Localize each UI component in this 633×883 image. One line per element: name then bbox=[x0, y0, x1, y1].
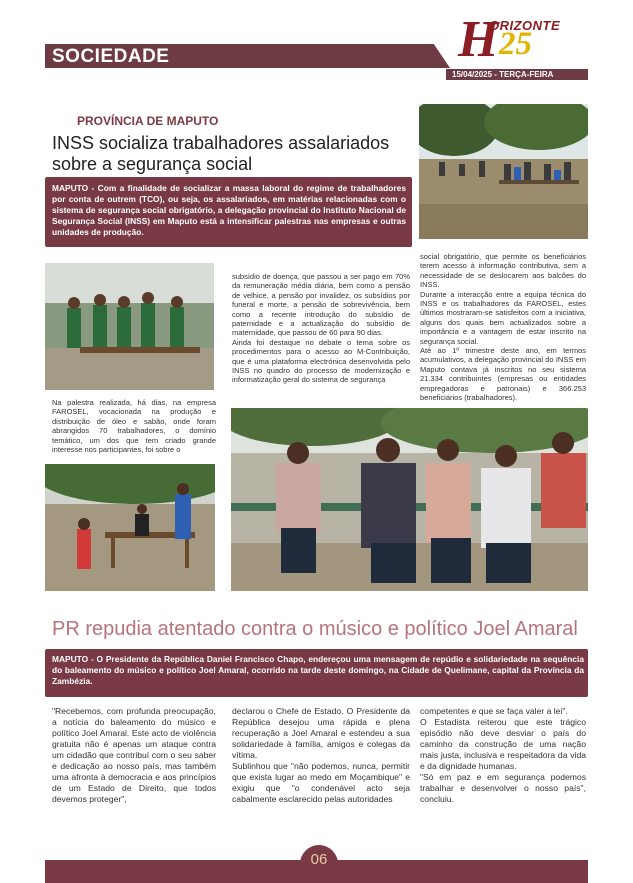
article1-col1: Na palestra realizada, há dias, na empresa FAROSEL, vocacionada na produção e distribuição de óleo e sabão, onde foram abrangidos 70 trabalhadores, o domínio temático, um dos que tem criado grande interesse nos participantes, foi sobre o bbox=[52, 398, 216, 455]
page-number: 06 bbox=[310, 851, 328, 868]
logo-word: ORIZONTE bbox=[489, 18, 561, 33]
photo-outdoor-meeting bbox=[419, 104, 588, 239]
logo-letter: H bbox=[458, 11, 499, 68]
article1-lead: MAPUTO - Com a finalidade de socializar a massa laboral do regime de trabalhadores por conta de outrem (TCO), ou seja, os assalariados, em matérias relacionadas com o sistema de segurança social obrigatório, a delegação provincial do Instituto Nacional de Segurança Social (INSS) em Maputo está a intensificar palestras nas empresas e outras unidades de produção. bbox=[52, 183, 406, 237]
photo-audience bbox=[231, 408, 588, 591]
section-label: SOCIEDADE bbox=[52, 46, 170, 67]
logo-number: 25 bbox=[499, 26, 532, 62]
article2-lead: MAPUTO - O Presidente da República Daniel Francisco Chapo, endereçou uma mensagem de repúdio e solidariedade na sequência do baleamento do músico e político Joel Amaral, ocorrido na tarde deste domingo, na Cidade de Quelimane, capital da Província da Zambézia. bbox=[52, 654, 584, 686]
article2-col2: declarou o Chefe de Estado. O Presidente da República desejou uma rápida e plena recuperação a Joel Amaral e estendeu a sua solidariedade à família, amigos e colegas da vítima. Sublinhou que "não podemos, nunca, permitir que exista lugar ao medo em Moçambique" e exigiu que "o condenável acto seja cabalmente esclarecido pelas autoridades bbox=[232, 706, 410, 804]
article1-col2: subsídio de doença, que passou a ser pago em 70% da remuneração média diária, bem como a pensão de velhice, a pensão por invalidez, os subsídios por funeral e morte, a pensão de sobrevivência, bem como a recente introdução do subsídio de paternidade e a actualização do subsídio de maternidade, que passou de 60 para 90 dias. Ainda foi destaque no debate o tema sobre os procedimentos para o acesso ao M-Contribuição, que é uma plataforma electrónica desenvolvida pelo INSS no quadro do processo de modernização e informatização geral do sistema de segurança bbox=[232, 272, 410, 385]
issue-date: 15/04/2025 - TERÇA-FEIRA bbox=[452, 70, 554, 79]
article2-headline: PR repudia atentado contra o músico e político Joel Amaral bbox=[52, 618, 578, 640]
article1-headline: INSS socializa trabalhadores assalariados sobre a segurança social bbox=[52, 133, 390, 174]
article2-col1: "Recebemos, com profunda preocupação, a notícia do baleamento do músico e político Joel Amaral. Este acto de violência gratuita não é apenas um ataque contra um cidadão que contribuí com o seu saber e dedicação ao nosso país, mas também uma afronta à democracia e aos princípios de um Estado de Direito, que todos devemos proteger", bbox=[52, 706, 216, 804]
article1-col3: social obrigatório, que permite os beneficiários terem acesso à informação contributiva, sem a necessidade de se deslocarem aos balcões do INSS. Durante a interacção entre a equipa técnica do INSS e os trabalhadores da FAROSEL, estes últimos mostraram-se satisfeitos com a iniciativa, alguns dos quais bem actualizados sobre a importância e a vantagem de estar inscrito na segurança social. Até ao 1º trimestre deste ano, em termos acumulativos, a delegação provincial do INSS em Maputo contava já inscritos no seu sistema 21.334 contribuintes (empresas ou entidades empregadoras e patronais) e 366.253 beneficiários (trabalhadores). bbox=[420, 252, 586, 403]
article1-kicker: PROVÍNCIA DE MAPUTO bbox=[77, 114, 219, 128]
article2-col3: competentes e que se faça valer a lei". O Estadista reiterou que este trágico episódio não deve desviar o país do caminho da construção de uma nação mais justa, inclusiva e respeitadora da vida e da dignidade humanas. "Só em paz e em segurança podemos trabalhar e desenvolver o nosso país", concluiu. bbox=[420, 706, 586, 804]
photo-workers-bench bbox=[45, 263, 214, 390]
photo-presenter-table bbox=[45, 464, 215, 591]
